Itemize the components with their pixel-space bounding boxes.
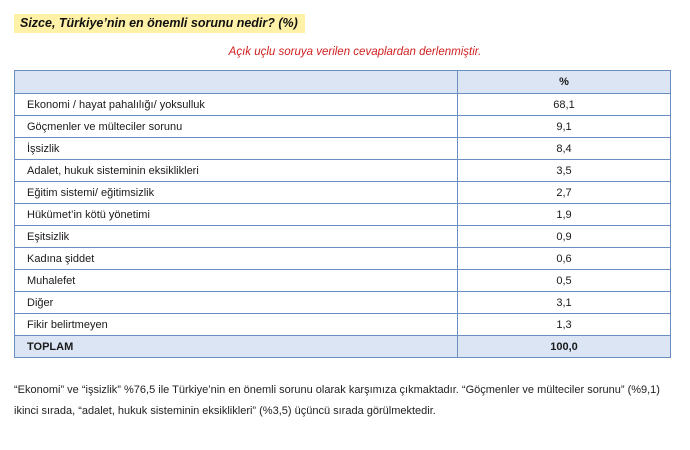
row-label: Adalet, hukuk sisteminin eksiklikleri: [15, 160, 458, 182]
row-label: Göçmenler ve mülteciler sorunu: [15, 116, 458, 138]
table-subtitle: Açık uçlu soruya verilen cevaplardan derlenmiştir.: [228, 46, 482, 58]
row-label: Fikir belirtmeyen: [15, 314, 458, 336]
table-row: [15, 182, 671, 204]
row-value: 0,5: [458, 270, 671, 292]
header-label-cell: [15, 71, 458, 94]
row-label: Muhalefet: [15, 270, 458, 292]
row-value: 68,1: [458, 94, 671, 116]
header-percent-cell: %: [458, 71, 671, 94]
question-title: Sizce, Türkiye’nin en önemli sorunu nedir? (%): [14, 14, 305, 33]
row-value: 0,9: [458, 226, 671, 248]
table-row: [15, 138, 671, 160]
row-label: Ekonomi / hayat pahalılığı/ yoksulluk: [15, 94, 458, 116]
row-value: 0,6: [458, 248, 671, 270]
row-value: 1,3: [458, 314, 671, 336]
row-label: Diğer: [15, 292, 458, 314]
table-row: [15, 94, 671, 116]
table-row: [15, 204, 671, 226]
row-label: Eğitim sistemi/ eğitimsizlik: [15, 182, 458, 204]
table-row: [15, 270, 671, 292]
row-label: Hükümet’in kötü yönetimi: [15, 204, 458, 226]
results-table: [14, 70, 671, 358]
table-row: [15, 226, 671, 248]
row-label: Kadına şiddet: [15, 248, 458, 270]
row-value: 1,9: [458, 204, 671, 226]
row-value: 3,5: [458, 160, 671, 182]
row-value: 9,1: [458, 116, 671, 138]
row-label: İşsizlik: [15, 138, 458, 160]
table-row: [15, 116, 671, 138]
table-header-row: [15, 71, 671, 94]
row-value: 2,7: [458, 182, 671, 204]
table-row: [15, 292, 671, 314]
summary-note: “Ekonomi” ve “işsizlik” %76,5 ile Türkiye’nin en önemli sorunu olarak karşımıza çıkmaktadır. “Göçmenler ve mülteciler sorunu” (%9,1) ikinci sırada, “adalet, hukuk sisteminin eksiklikleri” (%3,5) üçüncü sırada görülmektedir.: [14, 384, 660, 417]
total-row: [15, 336, 671, 358]
table-row: [15, 160, 671, 182]
table-row: [15, 314, 671, 336]
row-label: Eşitsizlik: [15, 226, 458, 248]
row-value: 3,1: [458, 292, 671, 314]
total-label: TOPLAM: [15, 336, 458, 358]
row-value: 8,4: [458, 138, 671, 160]
table-row: [15, 248, 671, 270]
total-value: 100,0: [458, 336, 671, 358]
